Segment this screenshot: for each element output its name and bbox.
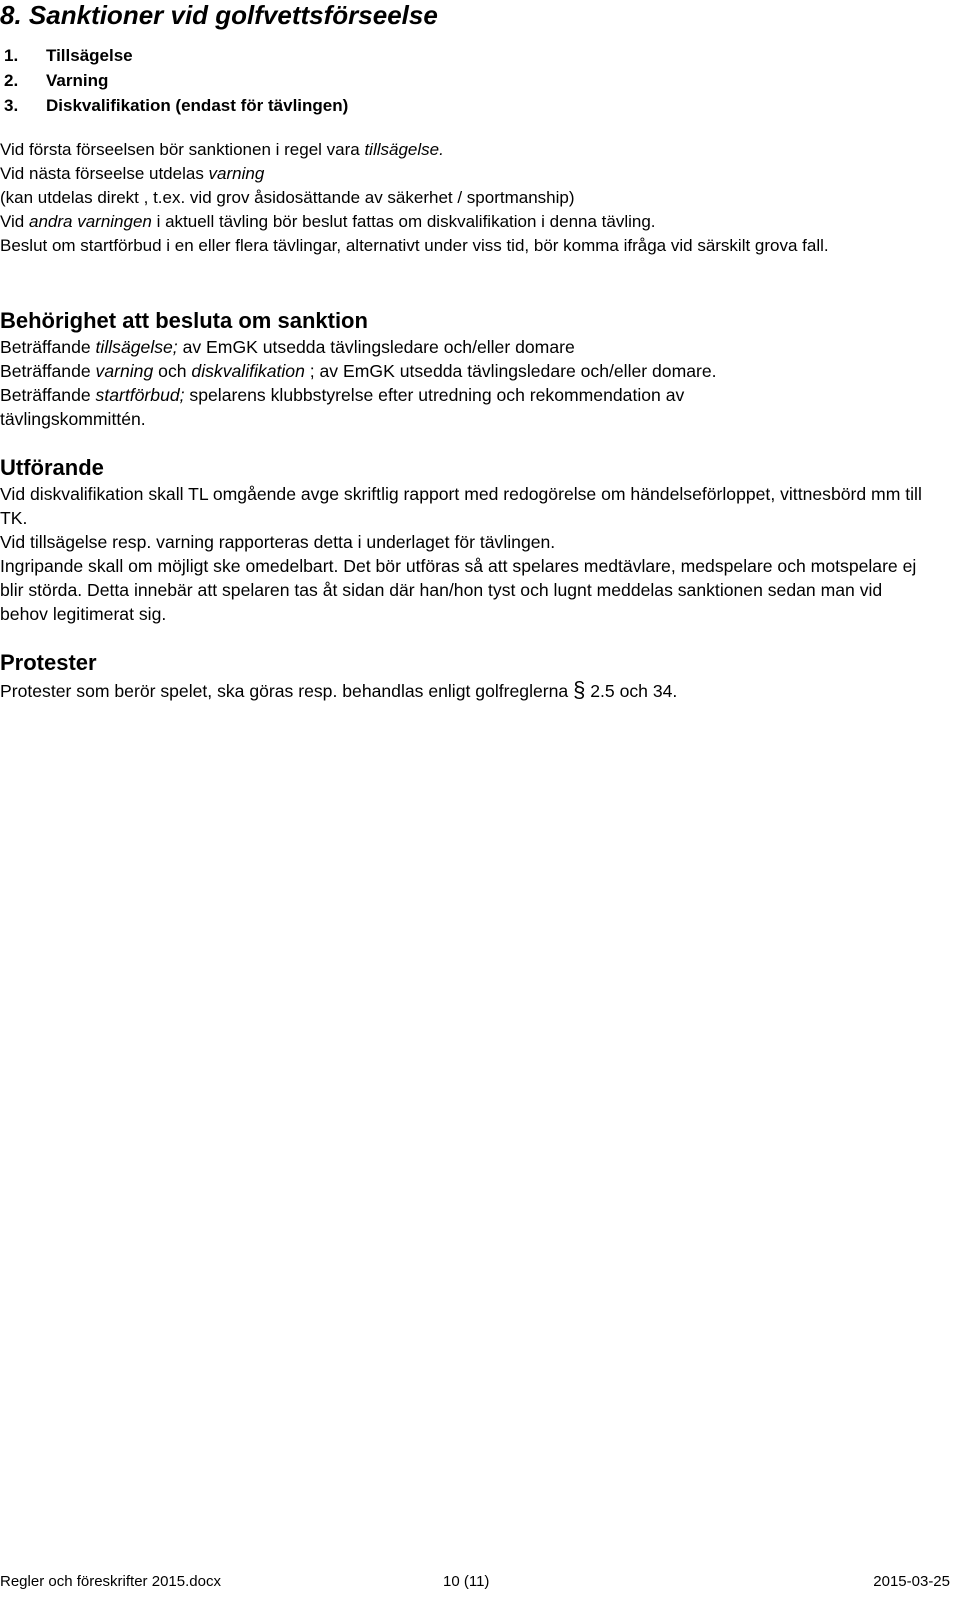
text: Beträffande bbox=[0, 337, 96, 357]
text: 2.5 och 34. bbox=[585, 681, 678, 701]
text: och bbox=[153, 361, 192, 381]
list-number: 3. bbox=[4, 96, 19, 115]
text: av EmGK utsedda tävlingsledare och/eller domare bbox=[177, 337, 575, 357]
list-label: Tillsägelse bbox=[46, 46, 133, 65]
heading-protester: Protester bbox=[0, 650, 97, 675]
emphasis: varning bbox=[95, 361, 154, 381]
sanction-list bbox=[0, 43, 348, 118]
intro-line-2 bbox=[0, 162, 950, 186]
emphasis: startförbud; bbox=[95, 385, 185, 405]
intro-line-3: (kan utdelas direkt , t.ex. vid grov åsidosättande av säkerhet / sportmanship) bbox=[0, 188, 575, 207]
emphasis: tillsägelse; bbox=[95, 337, 178, 357]
emphasis: varning bbox=[208, 164, 265, 183]
utforande-section bbox=[0, 482, 930, 626]
list-item bbox=[0, 93, 348, 118]
heading-behorighet: Behörighet att besluta om sanktion bbox=[0, 308, 368, 333]
text: Protester som berör spelet, ska göras resp. behandlas enligt golfreglerna bbox=[0, 681, 574, 701]
intro-line-5: Beslut om startförbud i en eller flera tävlingar, alternativt under viss tid, bör komma ifråga vid särskilt grova fall. bbox=[0, 236, 829, 255]
text: Vid nästa förseelse utdelas bbox=[0, 164, 209, 183]
emphasis: diskvalifikation bbox=[191, 361, 305, 381]
utforande-paragraph-3: Ingripande skall om möjligt ske omedelbart. Det bör utföras så att spelares medtävlare, medspelare och motspelare ej blir störda. Detta innebär att spelaren tas åt sidan där han/hon tyst och lugnt meddelas sanktionen sedan man vid behov legitimerat sig. bbox=[0, 556, 917, 624]
protester-section bbox=[0, 678, 950, 703]
utforande-paragraph-2: Vid tillsägelse resp. varning rapporteras detta i underlaget för tävlingen. bbox=[0, 532, 556, 552]
list-number: 1. bbox=[4, 46, 19, 65]
utforande-paragraph-1: Vid diskvalifikation skall TL omgående avge skriftlig rapport med redogörelse om händelseförloppet, vittnesbörd mm till TK. bbox=[0, 484, 922, 528]
text: ; av EmGK utsedda tävlingsledare och/eller domare. bbox=[304, 361, 717, 381]
text: Vid bbox=[0, 212, 29, 231]
list-number: 2. bbox=[4, 71, 19, 90]
list-label: Diskvalifikation (endast för tävlingen) bbox=[46, 96, 349, 115]
footer-date: 2015-03-25 bbox=[873, 1573, 950, 1590]
intro-section bbox=[0, 138, 950, 258]
footer-page-number: 10 (11) bbox=[443, 1573, 490, 1590]
text: Beträffande bbox=[0, 361, 96, 381]
section-sign: § bbox=[573, 677, 586, 702]
heading-utforande: Utförande bbox=[0, 455, 104, 480]
protester-text bbox=[0, 678, 950, 703]
behorighet-line-1 bbox=[0, 335, 950, 359]
text: i aktuell tävling bör beslut fattas om diskvalifikation i denna tävling. bbox=[151, 212, 656, 231]
behorighet-line-3 bbox=[0, 383, 820, 431]
behorighet-section bbox=[0, 335, 950, 431]
emphasis: andra varningen bbox=[29, 212, 152, 231]
behorighet-line-2 bbox=[0, 359, 950, 383]
text: Vid första förseelsen bör sanktionen i regel vara bbox=[0, 140, 365, 159]
text: spelarens klubbstyrelse efter utredning och rekommendation av tävlingskommittén. bbox=[0, 385, 685, 429]
intro-line-1 bbox=[0, 138, 950, 162]
intro-line-4 bbox=[0, 210, 950, 234]
list-item bbox=[0, 68, 348, 93]
emphasis: tillsägelse. bbox=[364, 140, 444, 159]
text: Beträffande bbox=[0, 385, 96, 405]
footer-filename: Regler och föreskrifter 2015.docx bbox=[0, 1573, 221, 1590]
page-title: 8. Sanktioner vid golfvettsförseelse bbox=[0, 0, 438, 30]
list-label: Varning bbox=[46, 71, 109, 90]
list-item bbox=[0, 43, 348, 68]
